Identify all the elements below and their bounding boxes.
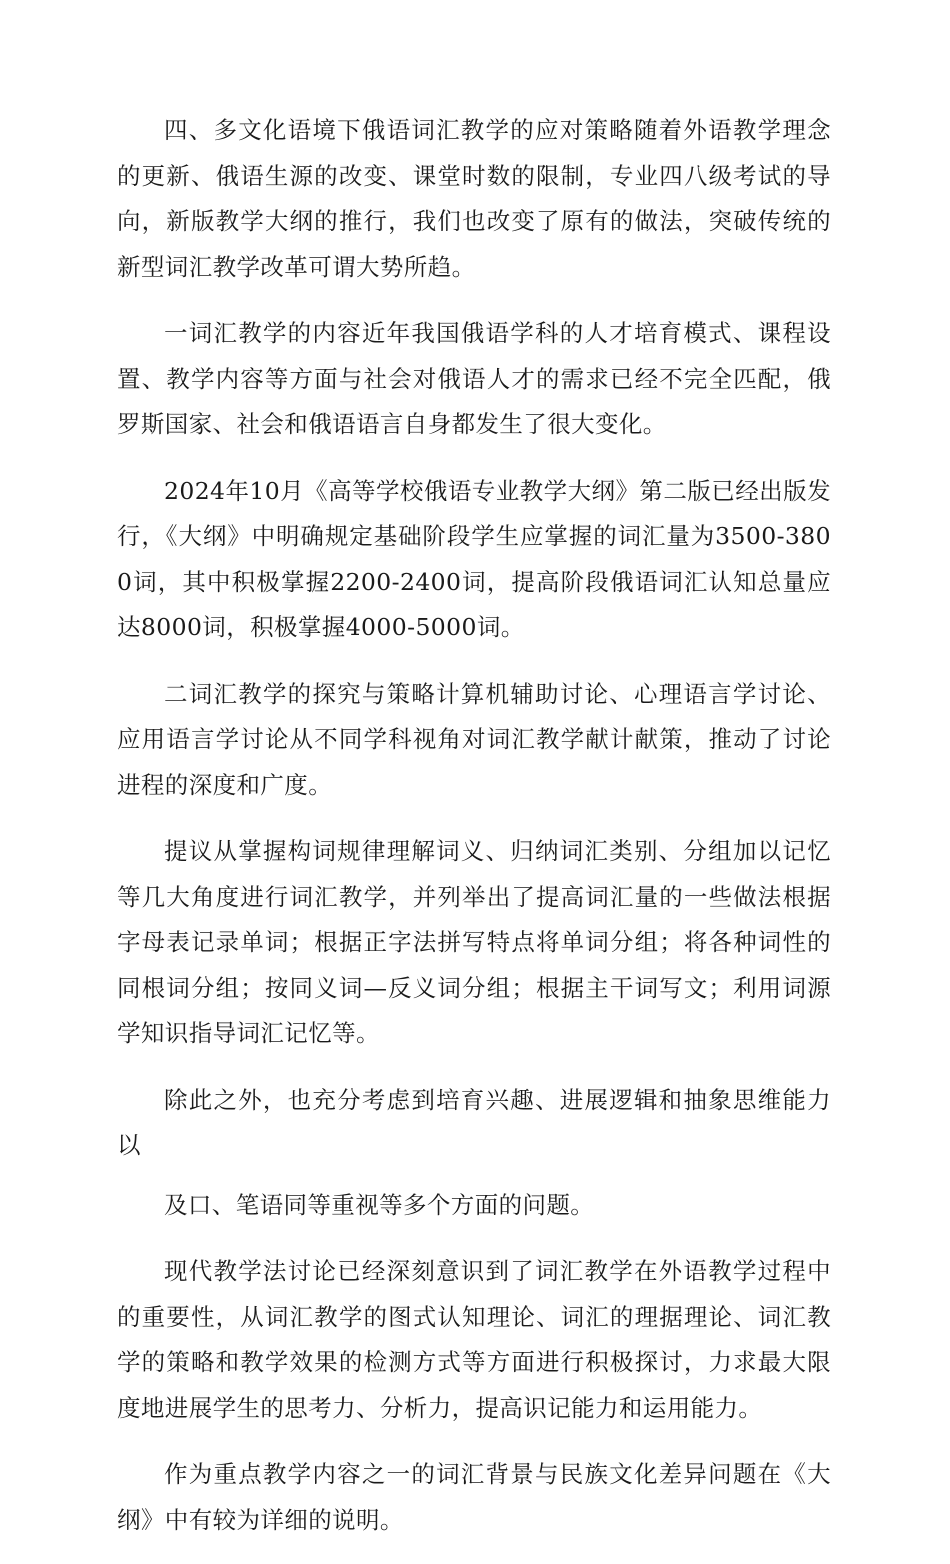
- paragraph-vocabulary-content: 一词汇教学的内容近年我国俄语学科的人才培育模式、课程设置、教学内容等方面与社会对俄语人才的需求已经不完全匹配，俄罗斯国家、社会和俄语语言自身都发生了很大变化。: [117, 319, 831, 438]
- paragraph-modern-methodology: 现代教学法讨论已经深刻意识到了词汇教学在外语教学过程中的重要性，从词汇教学的图式认知理论、词汇的理据理论、词汇教学的策略和教学效果的检测方式等方面进行积极探讨，力求最大限度地进展学生的思考力、分析力，提高识记能力和运用能力。: [117, 1257, 831, 1422]
- paragraph-research-strategies: 二词汇教学的探究与策略计算机辅助讨论、心理语言学讨论、应用语言学讨论从不同学科视角对词汇教学献计献策，推动了讨论进程的深度和广度。: [117, 679, 831, 799]
- paragraph-syllabus-requirements: 2024年10月《高等学校俄语专业教学大纲》第二版已经出版发行，《大纲》中明确规定基础阶段学生应掌握的词汇量为3500-3800词，其中积极掌握2200-2400词，提高阶段俄语词汇认知总量应达8000词，积极掌握4000-5000词。: [117, 476, 831, 641]
- paragraph-additional-considerations-continued: 及口、笔语同等重视等多个方面的问题。: [164, 1190, 595, 1219]
- document-body: [117, 108, 831, 1564]
- paragraph-teaching-suggestions: 提议从掌握构词规律理解词义、归纳词汇类别、分组加以记忆等几大角度进行词汇教学，并列举出了提高词汇量的一些做法根据字母表记录单词；根据正字法拼写特点将单词分组；将各种词性的同根词分组；按同义词—反义词分组；根据主干词写文；利用词源学知识指导词汇记忆等。: [117, 837, 831, 1047]
- paragraph-cultural-background: 作为重点教学内容之一的词汇背景与民族文化差异问题在《大纲》中有较为详细的说明。: [117, 1460, 831, 1534]
- paragraph-strategy-intro: 四、多文化语境下俄语词汇教学的应对策略随着外语教学理念的更新、俄语生源的改变、课堂时数的限制，专业四八级考试的导向，新版教学大纲的推行，我们也改变了原有的做法，突破传统的新型词汇教学改革可谓大势所趋。: [117, 116, 831, 281]
- paragraph-additional-considerations: 除此之外，也充分考虑到培育兴趣、进展逻辑和抽象思维能力以: [117, 1085, 831, 1159]
